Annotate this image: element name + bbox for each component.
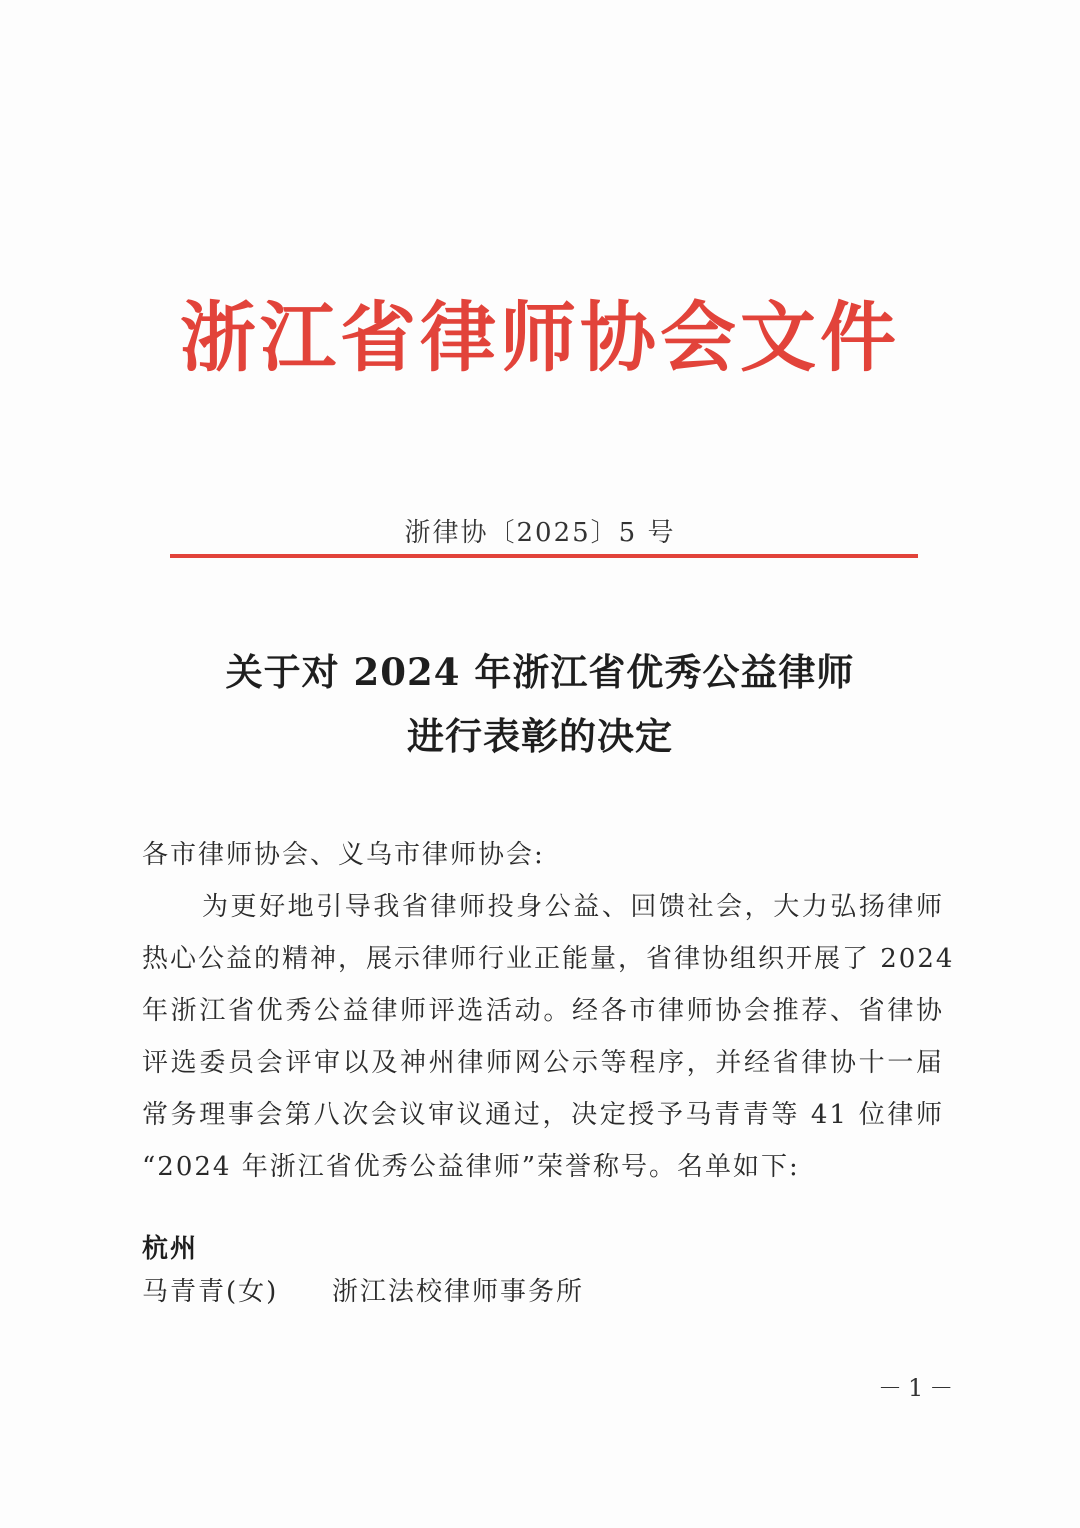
paragraph-line: 年浙江省优秀公益律师评选活动。经各市律师协会推荐、省律协 (142, 996, 944, 1026)
paragraph-line: 常务理事会第八次会议审议通过，决定授予马青青等 41 位律师 (142, 1100, 944, 1130)
paragraph-line: 热心公益的精神，展示律师行业正能量，省律协组织开展了 2024 (142, 944, 955, 974)
page-number: －1－ (878, 1374, 960, 1402)
decision-title-line-2: 进行表彰的决定 (407, 714, 673, 758)
document-header-title: 浙江省律师协会文件 (180, 293, 900, 382)
document-number: 浙律协〔2025〕5 号 (404, 518, 676, 548)
paragraph-line: 评选委员会评审以及神州律师网公示等程序，并经省律协十一届 (142, 1048, 944, 1078)
list-section-heading: 杭州 (142, 1234, 199, 1264)
header-divider-rule (170, 554, 918, 558)
paragraph-line: 为更好地引导我省律师投身公益、回馈社会，大力弘扬律师 (202, 892, 944, 922)
decision-title-line-1: 关于对 2024 年浙江省优秀公益律师 (225, 650, 855, 694)
salutation: 各市律师协会、义乌市律师协会: (142, 840, 545, 870)
paragraph-line: “2024 年浙江省优秀公益律师”荣誉称号。名单如下: (142, 1152, 800, 1182)
awardee-name: 马青青(女) (142, 1277, 279, 1307)
awardee-law-firm: 浙江法校律师事务所 (332, 1277, 585, 1307)
